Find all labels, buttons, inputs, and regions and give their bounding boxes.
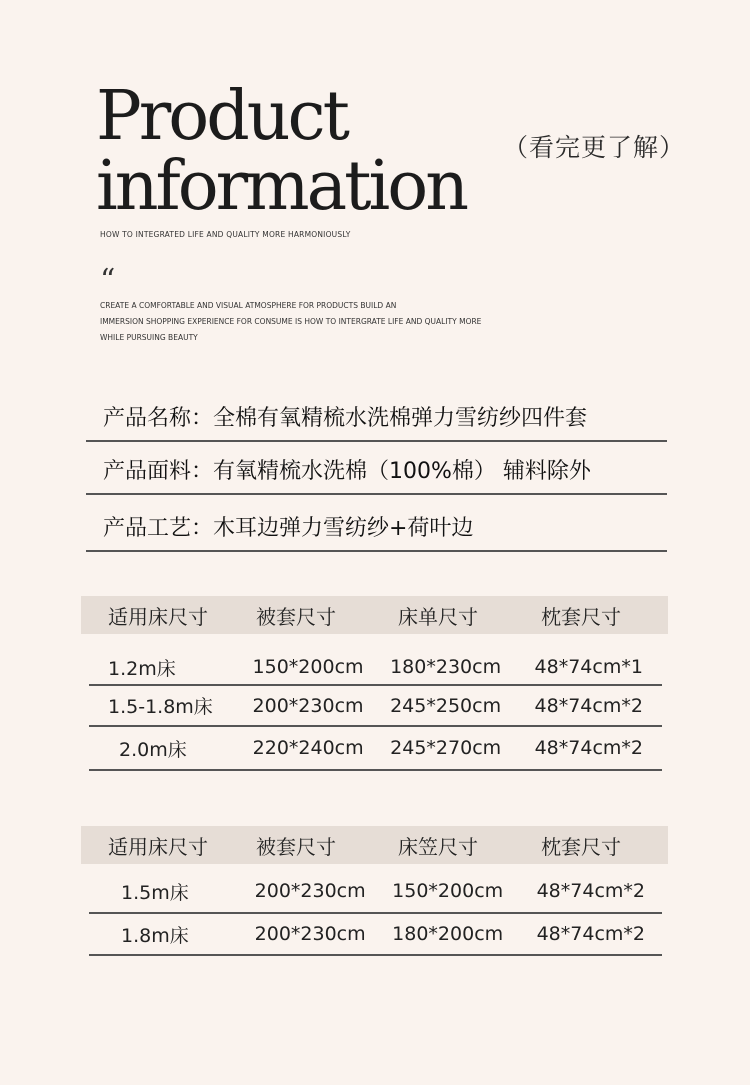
size-table-1 <box>81 596 668 771</box>
paragraph-line: CREATE A COMFORTABLE AND VISUAL ATMOSPHERE FOR PRODUCTS BUILD AN <box>100 301 397 310</box>
header-cell: 床笠尺寸 <box>398 834 478 859</box>
header-cell: 适用床尺寸 <box>108 834 208 859</box>
page-title <box>96 77 466 226</box>
table-cell: 245*250cm <box>390 694 502 717</box>
intro-paragraph <box>100 298 481 346</box>
table-cell: 48*74cm*2 <box>536 923 645 945</box>
header-cell: 枕套尺寸 <box>541 834 621 859</box>
paragraph-line: IMMERSION SHOPPING EXPERIENCE FOR CONSUME IS HOW TO INTERGRATE LIFE AND QUALITY MORE <box>100 317 482 326</box>
header-cell: 适用床尺寸 <box>108 604 208 629</box>
table-cell: 1.8m床 <box>121 924 189 947</box>
table-row <box>89 727 662 771</box>
header-cell: 被套尺寸 <box>256 604 336 629</box>
table-cell: 180*230cm <box>390 656 502 678</box>
table-row <box>89 914 662 956</box>
table-row <box>89 634 662 686</box>
table-cell: 48*74cm*2 <box>534 694 643 717</box>
table-cell: 48*74cm*2 <box>536 880 645 902</box>
size-table-2 <box>81 826 668 956</box>
read-more-note: （看完更了解） <box>503 133 686 162</box>
table-cell: 1.2m床 <box>108 657 176 680</box>
table-cell: 1.5-1.8m床 <box>108 696 213 718</box>
paragraph-line: WHILE PURSUING BEAUTY <box>100 333 198 342</box>
info-product-fabric: 产品面料：有氧精梳水洗棉（100%棉） 辅料除外 <box>86 449 667 495</box>
table-cell: 245*270cm <box>390 737 502 759</box>
table-cell: 200*230cm <box>252 694 364 717</box>
table-cell: 48*74cm*2 <box>534 737 643 759</box>
table-cell: 180*200cm <box>392 923 504 945</box>
table-header <box>81 596 668 634</box>
info-product-name: 产品名称：全棉有氧精梳水洗棉弹力雪纺纱四件套 <box>86 396 667 442</box>
table-cell: 48*74cm*1 <box>534 656 643 678</box>
table-row <box>89 864 662 914</box>
table-cell: 1.5m床 <box>121 881 189 904</box>
info-product-craft: 产品工艺：木耳边弹力雪纺纱+荷叶边 <box>86 506 667 552</box>
title-line-1: Product <box>96 77 347 156</box>
header-cell: 床单尺寸 <box>398 604 478 629</box>
header-cell: 被套尺寸 <box>256 834 336 859</box>
tagline: HOW TO INTEGRATED LIFE AND QUALITY MORE HARMONIOUSLY <box>100 230 351 239</box>
table-cell: 200*230cm <box>254 923 366 945</box>
title-line-2: information <box>96 147 466 226</box>
header-cell: 枕套尺寸 <box>541 604 621 629</box>
quote-mark-icon: “ <box>100 263 116 298</box>
table-cell: 150*200cm <box>252 656 364 678</box>
table-cell: 150*200cm <box>392 880 504 902</box>
table-row <box>89 686 662 727</box>
table-cell: 200*230cm <box>254 880 366 902</box>
table-header <box>81 826 668 864</box>
table-cell: 220*240cm <box>252 737 364 759</box>
table-cell: 2.0m床 <box>119 738 187 761</box>
